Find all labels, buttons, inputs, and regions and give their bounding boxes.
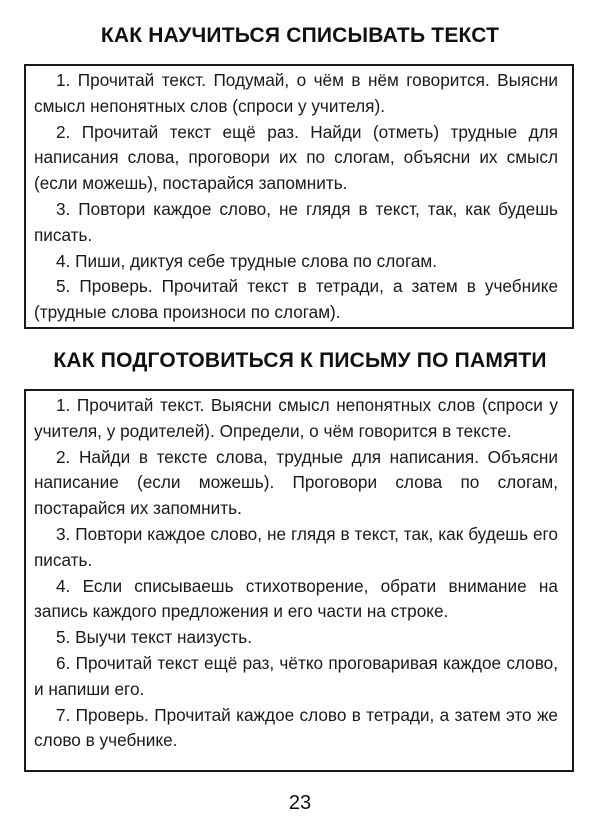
instruction-item: 5. Проверь. Прочитай текст в тетради, а затем в учебнике (трудные слова произноси по слогам). xyxy=(34,276,558,323)
section-title-memory-writing: КАК ПОДГОТОВИТЬСЯ К ПИСЬМУ ПО ПАМЯТИ xyxy=(53,349,547,372)
instructions-box-memory-writing xyxy=(24,389,574,772)
instruction-item: 1. Прочитай текст. Подумай, о чём в нём говорится. Выясни смысл непонятных слов (спроси у учителя). xyxy=(34,70,558,116)
instruction-item: 4. Пиши, диктуя себе трудные слова по слогам. xyxy=(56,250,438,271)
instruction-item: 7. Проверь. Прочитай каждое слово в тетради, а затем это же слово в учебнике. xyxy=(34,704,558,751)
instruction-item: 3. Повтори каждое слово, не глядя в текст, так, как будешь писать. xyxy=(34,198,558,245)
instruction-item: 2. Найди в тексте слова, трудные для написания. Объясни написание (если можешь). Проговори слова по слогам, постарайся их запомнить. xyxy=(34,446,558,519)
instructions-box-copying xyxy=(24,64,574,329)
instruction-item: 3. Повтори каждое слово, не глядя в текст, так, как будешь его писать. xyxy=(34,523,558,570)
instruction-item: 2. Прочитай текст ещё раз. Найди (отметь) трудные для написания слова, проговори их по слогам, объясни их смысл (если можешь), постарайся запомнить. xyxy=(34,121,558,194)
instruction-item: 6. Прочитай текст ещё раз, чётко проговаривая каждое слово, и напиши его. xyxy=(34,652,558,699)
instruction-item: 4. Если списываешь стихотворение, обрати внимание на запись каждого предложения и его части на строке. xyxy=(34,575,558,622)
section-title-copying: КАК НАУЧИТЬСЯ СПИСЫВАТЬ ТЕКСТ xyxy=(100,24,500,47)
instruction-item: 5. Выучи текст наизусть. xyxy=(56,627,252,648)
instruction-item: 1. Прочитай текст. Выясни смысл непонятных слов (спроси у учителя, у родителей). Определи, о чём говорится в тексте. xyxy=(34,395,558,441)
page-number: 23 xyxy=(288,792,312,814)
